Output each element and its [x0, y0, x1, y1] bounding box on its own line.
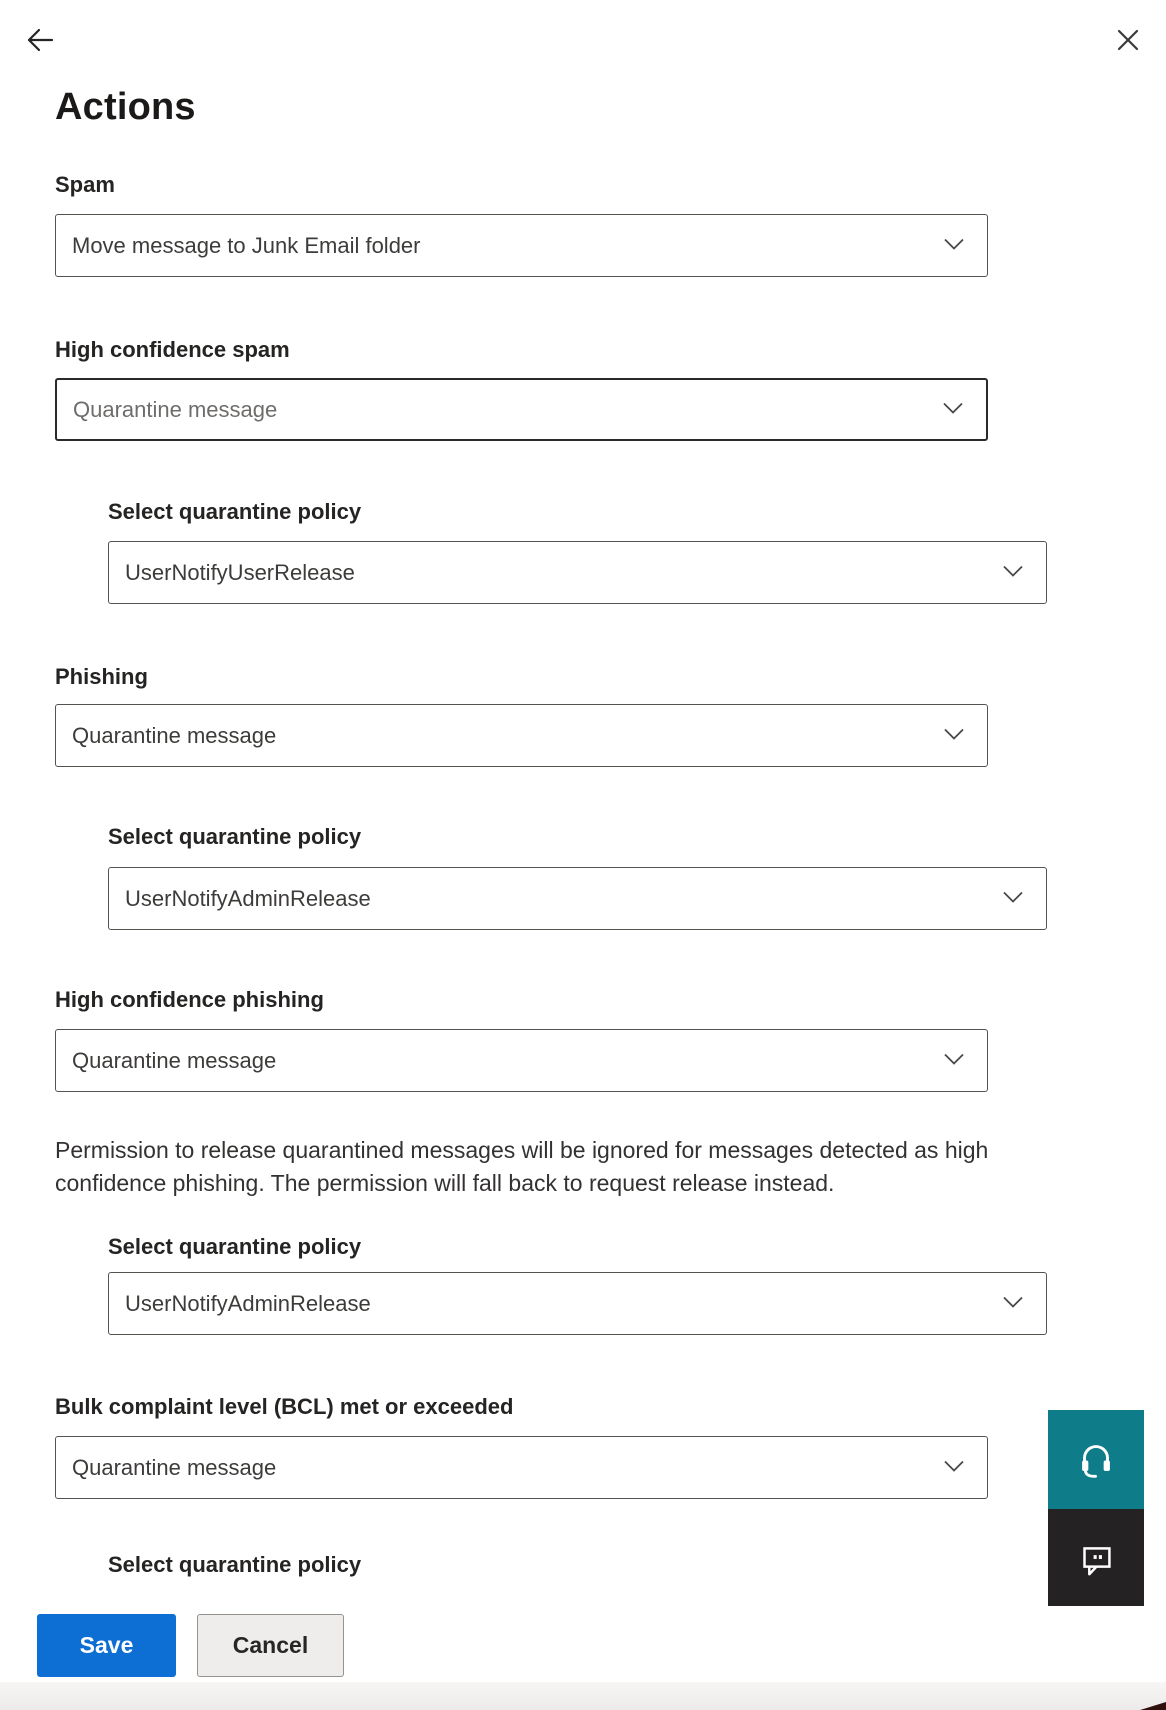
- hcs-quarantine-policy-dropdown[interactable]: [108, 541, 1047, 604]
- phishing-label: Phishing: [55, 664, 148, 689]
- chevron-down-icon: [998, 1286, 1028, 1321]
- support-button[interactable]: [1048, 1410, 1144, 1509]
- chevron-down-icon: [998, 881, 1028, 916]
- spam-action-value: Move message to Junk Email folder: [72, 232, 421, 258]
- phishing-quarantine-policy-value: UserNotifyAdminRelease: [125, 885, 371, 911]
- hcp-quarantine-policy-dropdown[interactable]: [108, 1272, 1047, 1335]
- bcl-quarantine-policy-label-clipped: [108, 1552, 361, 1585]
- close-button[interactable]: [1112, 24, 1144, 56]
- phishing-quarantine-policy-label: Select quarantine policy: [108, 824, 362, 849]
- high-confidence-spam-value: Quarantine message: [73, 396, 278, 422]
- high-confidence-phishing-label: High confidence phishing: [55, 987, 324, 1012]
- hcp-quarantine-policy-value: UserNotifyAdminRelease: [125, 1290, 371, 1316]
- bcl-quarantine-policy-label: Select quarantine policy: [108, 1552, 362, 1577]
- chevron-down-icon: [998, 555, 1028, 590]
- feedback-button[interactable]: [1048, 1509, 1144, 1606]
- phishing-action-dropdown[interactable]: [55, 704, 988, 767]
- bcl-action-dropdown[interactable]: [55, 1436, 988, 1499]
- high-confidence-phishing-value: Quarantine message: [72, 1047, 277, 1073]
- page-title: Actions: [55, 86, 196, 128]
- chevron-down-icon: [939, 228, 969, 263]
- close-icon: [1112, 44, 1144, 59]
- high-confidence-phishing-dropdown[interactable]: [55, 1029, 988, 1092]
- chevron-down-icon: [938, 392, 968, 427]
- high-confidence-spam-label: High confidence spam: [55, 337, 290, 362]
- high-confidence-spam-dropdown[interactable]: [55, 378, 988, 441]
- spam-action-dropdown[interactable]: [55, 214, 988, 277]
- arrow-left-icon: [22, 46, 58, 61]
- hcs-quarantine-policy-label: Select quarantine policy: [108, 499, 362, 524]
- chevron-down-icon: [939, 1450, 969, 1485]
- phishing-quarantine-policy-dropdown[interactable]: [108, 867, 1047, 930]
- chevron-down-icon: [939, 718, 969, 753]
- save-button[interactable]: Save: [37, 1614, 176, 1677]
- hcp-quarantine-policy-label: Select quarantine policy: [108, 1234, 362, 1259]
- bcl-label: Bulk complaint level (BCL) met or exceeded: [55, 1394, 514, 1419]
- cancel-button[interactable]: Cancel: [197, 1614, 344, 1677]
- high-confidence-phishing-note: Permission to release quarantined messages will be ignored for messages detected as high confidence phishing. The permission will fall back to request release instead.: [55, 1137, 989, 1196]
- bcl-action-value: Quarantine message: [72, 1454, 277, 1480]
- chevron-down-icon: [939, 1043, 969, 1078]
- back-button[interactable]: [22, 22, 58, 58]
- spam-label: Spam: [55, 172, 115, 197]
- hcs-quarantine-policy-value: UserNotifyUserRelease: [125, 559, 355, 585]
- page-bottom-strip: [0, 1682, 1166, 1710]
- phishing-action-value: Quarantine message: [72, 722, 277, 748]
